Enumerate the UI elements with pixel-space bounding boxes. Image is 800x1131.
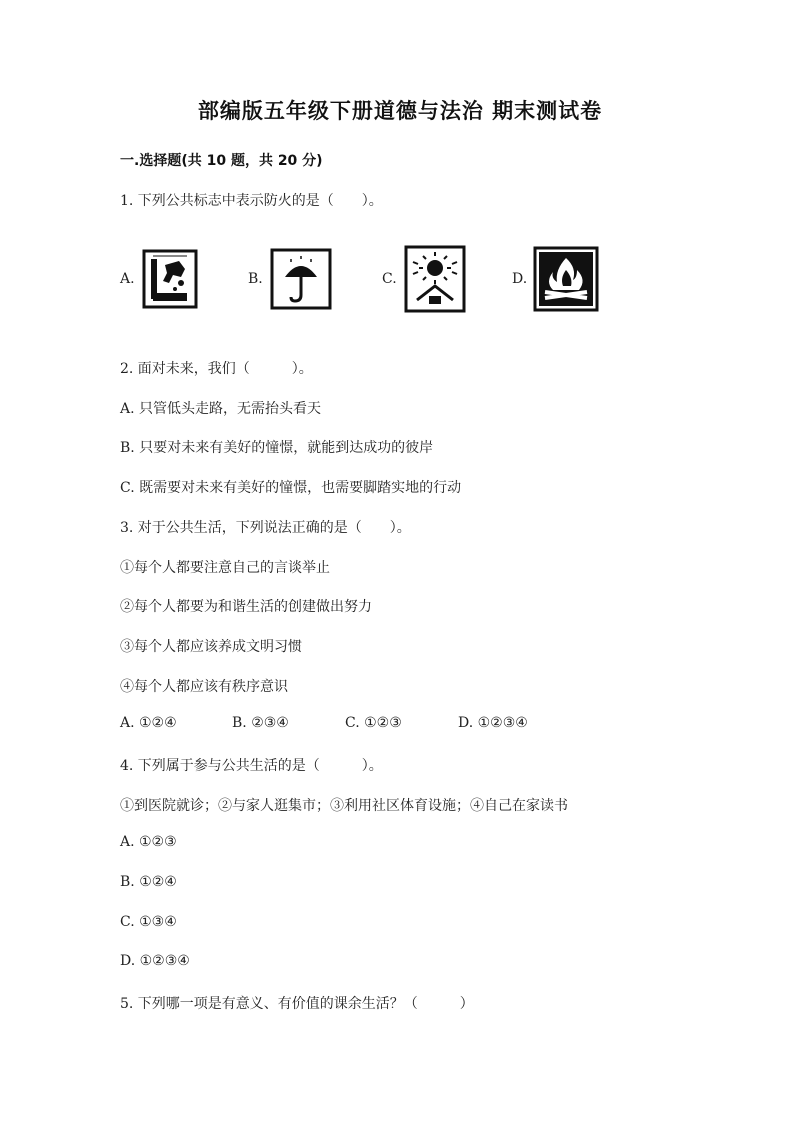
page-title: 部编版五年级下册道德与法治 期末测试卷 (197, 99, 603, 123)
question-1-option-b[interactable] (248, 243, 333, 315)
question-1-option-d[interactable] (512, 243, 599, 315)
question-4-stem: 4. 下列属于参与公共生活的是（ ）。 (120, 758, 383, 774)
question-4-option-d[interactable]: D. ①②③④ (120, 953, 190, 969)
question-3-option-c[interactable]: C. ①②③ (345, 715, 402, 731)
question-1-options (120, 243, 620, 315)
question-3-statement-2: ②每个人都要为和谐生活的创建做出努力 (120, 599, 372, 615)
question-3-stem: 3. 对于公共生活，下列说法正确的是（ ）。 (120, 520, 411, 536)
question-2-option-a[interactable]: A. 只管低头走路，无需抬头看天 (120, 401, 322, 417)
option-label: A. (120, 271, 135, 287)
question-5-stem: 5. 下列哪一项是有意义、有价值的课余生活？（ ） (120, 996, 474, 1012)
question-3-statement-3: ③每个人都应该养成文明习惯 (120, 639, 302, 655)
option-label: C. (382, 271, 397, 287)
fire-hazard-icon (533, 246, 599, 312)
question-1-stem: 1. 下列公共标志中表示防火的是（ ）。 (120, 193, 383, 209)
keep-dry-hand-icon (141, 247, 199, 311)
question-2-option-c[interactable]: C. 既需要对未来有美好的憧憬，也需要脚踏实地的行动 (120, 480, 462, 496)
question-3-option-d[interactable]: D. ①②③④ (458, 715, 528, 731)
question-4-option-a[interactable]: A. ①②③ (120, 834, 177, 850)
question-4-items: ①到医院就诊；②与家人逛集市；③利用社区体育设施；④自己在家读书 (120, 798, 568, 814)
question-3-statement-1: ①每个人都要注意自己的言谈举止 (120, 560, 330, 576)
keep-from-sunlight-icon (403, 244, 467, 314)
option-label: D. (512, 271, 528, 287)
question-3-statement-4: ④每个人都应该有秩序意识 (120, 679, 288, 695)
option-label: B. (248, 271, 263, 287)
umbrella-keep-dry-icon (269, 247, 333, 311)
section-heading: 一.选择题(共 10 题，共 20 分) (120, 153, 323, 169)
question-1-option-a[interactable] (120, 243, 199, 315)
question-2-option-b[interactable]: B. 只要对未来有美好的憧憬，就能到达成功的彼岸 (120, 440, 434, 456)
question-3-option-a[interactable]: A. ①②④ (120, 715, 177, 731)
question-4-option-c[interactable]: C. ①③④ (120, 914, 177, 930)
question-2-stem: 2. 面对未来，我们（ ）。 (120, 361, 313, 377)
question-3-option-b[interactable]: B. ②③④ (232, 715, 289, 731)
question-4-option-b[interactable]: B. ①②④ (120, 874, 177, 890)
question-1-option-c[interactable] (382, 243, 467, 315)
